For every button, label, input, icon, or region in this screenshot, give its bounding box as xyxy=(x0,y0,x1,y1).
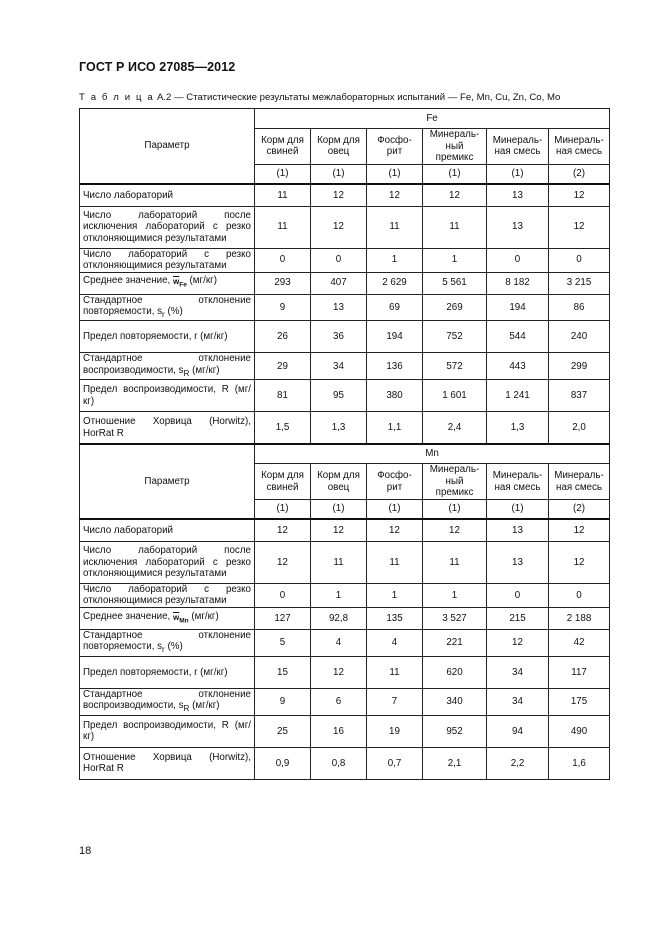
value-cell: 572 xyxy=(423,353,487,380)
table-row xyxy=(80,583,610,607)
unit-label: (мг/кг) xyxy=(189,275,217,287)
value-cell: 3 527 xyxy=(423,607,487,629)
value-cell: 11 xyxy=(255,206,311,248)
mean-value-symbol xyxy=(172,612,189,625)
value-cell: 12 xyxy=(311,656,367,688)
value-cell: 1 601 xyxy=(423,380,487,412)
table-row xyxy=(80,353,610,380)
value-cell: 34 xyxy=(311,353,367,380)
value-cell: 490 xyxy=(549,715,610,747)
value-cell: 5 561 xyxy=(423,272,487,294)
column-header: Фосфо-рит xyxy=(367,464,423,500)
value-cell: 752 xyxy=(423,321,487,353)
value-cell: 1,3 xyxy=(487,412,549,444)
value-cell: 95 xyxy=(311,380,367,412)
value-cell: 12 xyxy=(311,184,367,206)
value-cell: 0 xyxy=(255,583,311,607)
parameter-label: Число лабораторий после исключения лабораторий с резко отклоняющимися результатами xyxy=(83,545,251,580)
value-cell: 9 xyxy=(255,688,311,715)
value-cell: 620 xyxy=(423,656,487,688)
parameter-cell xyxy=(80,272,255,294)
parameter-cell xyxy=(80,248,255,272)
parameter-label: Стандартное отклонение повторяемости, s xyxy=(83,294,251,317)
value-cell: 3 215 xyxy=(549,272,610,294)
parameter-cell xyxy=(80,380,255,412)
value-cell: 26 xyxy=(255,321,311,353)
value-cell: 2,1 xyxy=(423,747,487,779)
table-row xyxy=(80,272,610,294)
value-cell: 837 xyxy=(549,380,610,412)
value-cell: 215 xyxy=(487,607,549,629)
value-cell: 12 xyxy=(423,184,487,206)
value-cell: 19 xyxy=(367,715,423,747)
column-subheader: (1) xyxy=(311,499,367,519)
table-row xyxy=(80,715,610,747)
parameter-label: Стандартное отклонение повторяемости, s xyxy=(83,629,251,653)
column-subheader: (1) xyxy=(367,499,423,519)
value-cell: 952 xyxy=(423,715,487,747)
parameter-label: Предел воспроизводимости, R (мг/кг) xyxy=(83,719,251,743)
column-header: Корм для овец xyxy=(311,464,367,500)
table-header-row xyxy=(80,109,610,129)
value-cell: 1 xyxy=(311,583,367,607)
value-cell: 194 xyxy=(487,294,549,321)
column-header: Корм для овец xyxy=(311,129,367,165)
symbol-subscript: r xyxy=(162,645,165,655)
parameter-header: Параметр xyxy=(80,109,255,185)
value-cell: 299 xyxy=(549,353,610,380)
value-cell: 0 xyxy=(255,248,311,272)
value-cell: 340 xyxy=(423,688,487,715)
unit-label: (%) xyxy=(167,306,183,317)
value-cell: 127 xyxy=(255,607,311,629)
parameter-header: Параметр xyxy=(80,444,255,520)
value-cell: 12 xyxy=(367,519,423,541)
value-cell: 1 xyxy=(423,583,487,607)
table-row xyxy=(80,607,610,629)
value-cell: 0 xyxy=(487,583,549,607)
column-subheader: (1) xyxy=(487,164,549,184)
column-header: Минераль-ная смесь xyxy=(487,129,549,165)
value-cell: 2 188 xyxy=(549,607,610,629)
symbol-subscript: Fe xyxy=(179,282,187,290)
parameter-label: Число лабораторий с резко отклоняющимися результатами xyxy=(83,248,251,271)
value-cell: 0,9 xyxy=(255,747,311,779)
parameter-cell xyxy=(80,541,255,583)
symbol-subscript: R xyxy=(183,368,190,378)
value-cell: 12 xyxy=(423,519,487,541)
table-row xyxy=(80,184,610,206)
value-cell: 86 xyxy=(549,294,610,321)
value-cell: 136 xyxy=(367,353,423,380)
parameter-label: Предел повторяемости, r (мг/кг) xyxy=(83,331,228,343)
parameter-cell xyxy=(80,519,255,541)
parameter-label: Отношение Хорвица (Horwitz), HorRat R xyxy=(83,751,251,775)
element-header: Fe xyxy=(255,109,610,129)
column-header: Минераль-ный премикс xyxy=(423,129,487,165)
value-cell: 12 xyxy=(549,184,610,206)
value-cell: 69 xyxy=(367,294,423,321)
value-cell: 13 xyxy=(487,541,549,583)
parameter-cell xyxy=(80,206,255,248)
value-cell: 240 xyxy=(549,321,610,353)
value-cell: 4 xyxy=(367,629,423,656)
value-cell: 1 xyxy=(367,583,423,607)
parameter-label: Среднее значение, xyxy=(83,275,171,287)
parameter-label: Число лабораторий после исключения лабораторий с резко отклоняющимися результатами xyxy=(83,209,251,244)
value-cell: 13 xyxy=(487,206,549,248)
symbol-subscript: r xyxy=(162,309,165,319)
column-header: Минераль-ная смесь xyxy=(549,129,610,165)
caption-text: А.2 — Статистические результаты межлабораторных испытаний — Fe, Mn, Cu, Zn, Co, Mo xyxy=(156,92,561,103)
parameter-label: Стандартное отклонение воспроизводимости, s xyxy=(83,688,251,712)
value-cell: 11 xyxy=(367,206,423,248)
value-cell: 4 xyxy=(311,629,367,656)
value-cell: 12 xyxy=(311,206,367,248)
parameter-cell xyxy=(80,715,255,747)
value-cell: 12 xyxy=(549,519,610,541)
page-number: 18 xyxy=(79,845,92,857)
symbol-letter: $\overline{w}$ xyxy=(172,612,180,622)
value-cell: 443 xyxy=(487,353,549,380)
value-cell: 12 xyxy=(255,519,311,541)
caption-prefix: Т а б л и ц а xyxy=(79,92,155,103)
column-header: Минераль-ный премикс xyxy=(423,464,487,500)
value-cell: 13 xyxy=(487,519,549,541)
parameter-label: Среднее значение, xyxy=(83,610,171,622)
value-cell: 11 xyxy=(367,541,423,583)
column-header: Минераль-ная смесь xyxy=(487,464,549,500)
parameter-cell xyxy=(80,353,255,380)
value-cell: 2,0 xyxy=(549,412,610,444)
table-row xyxy=(80,380,610,412)
parameter-cell xyxy=(80,688,255,715)
parameter-label: Стандартное отклонение воспроизводимости, s xyxy=(83,353,251,376)
column-subheader: (2) xyxy=(549,499,610,519)
symbol-subscript: R xyxy=(183,704,190,714)
value-cell: 1 xyxy=(367,248,423,272)
value-cell: 12 xyxy=(311,519,367,541)
value-cell: 1,5 xyxy=(255,412,311,444)
parameter-cell xyxy=(80,747,255,779)
value-cell: 2 629 xyxy=(367,272,423,294)
column-subheader: (1) xyxy=(423,164,487,184)
parameter-cell xyxy=(80,184,255,206)
value-cell: 0,7 xyxy=(367,747,423,779)
value-cell: 11 xyxy=(311,541,367,583)
value-cell: 544 xyxy=(487,321,549,353)
value-cell: 0,8 xyxy=(311,747,367,779)
value-cell: 194 xyxy=(367,321,423,353)
statistics-table xyxy=(79,108,610,780)
value-cell: 1 xyxy=(423,248,487,272)
parameter-label: Предел повторяемости, r (мг/кг) xyxy=(83,666,228,678)
value-cell: 36 xyxy=(311,321,367,353)
value-cell: 12 xyxy=(487,629,549,656)
parameter-cell xyxy=(80,583,255,607)
value-cell: 42 xyxy=(549,629,610,656)
parameter-cell xyxy=(80,412,255,444)
value-cell: 1,3 xyxy=(311,412,367,444)
value-cell: 0 xyxy=(487,248,549,272)
value-cell: 7 xyxy=(367,688,423,715)
table-caption xyxy=(79,92,560,103)
value-cell: 293 xyxy=(255,272,311,294)
symbol-letter: $\overline{w}$ xyxy=(172,277,180,287)
value-cell: 29 xyxy=(255,353,311,380)
value-cell: 5 xyxy=(255,629,311,656)
parameter-label: Отношение Хорвица (Horwitz), HorRat R xyxy=(83,416,251,439)
value-cell: 0 xyxy=(311,248,367,272)
parameter-cell xyxy=(80,656,255,688)
value-cell: 12 xyxy=(549,541,610,583)
parameter-cell xyxy=(80,294,255,321)
table-row xyxy=(80,412,610,444)
value-cell: 15 xyxy=(255,656,311,688)
column-subheader: (1) xyxy=(423,499,487,519)
value-cell: 407 xyxy=(311,272,367,294)
value-cell: 25 xyxy=(255,715,311,747)
parameter-label: Число лабораторий xyxy=(83,524,174,536)
value-cell: 175 xyxy=(549,688,610,715)
column-subheader: (2) xyxy=(549,164,610,184)
value-cell: 16 xyxy=(311,715,367,747)
unit-label: (мг/кг) xyxy=(192,364,220,376)
element-header: Mn xyxy=(255,444,610,464)
value-cell: 269 xyxy=(423,294,487,321)
document-title: ГОСТ Р ИСО 27085—2012 xyxy=(79,60,236,74)
column-header: Корм для свиней xyxy=(255,464,311,500)
value-cell: 11 xyxy=(423,541,487,583)
value-cell: 8 182 xyxy=(487,272,549,294)
column-subheader: (1) xyxy=(255,164,311,184)
parameter-cell xyxy=(80,629,255,656)
value-cell: 11 xyxy=(423,206,487,248)
value-cell: 92,8 xyxy=(311,607,367,629)
unit-label: (мг/кг) xyxy=(191,610,219,622)
column-subheader: (1) xyxy=(311,164,367,184)
value-cell: 1,1 xyxy=(367,412,423,444)
value-cell: 11 xyxy=(367,656,423,688)
column-header: Минераль-ная смесь xyxy=(549,464,610,500)
parameter-cell xyxy=(80,607,255,629)
value-cell: 12 xyxy=(255,541,311,583)
value-cell: 12 xyxy=(367,184,423,206)
value-cell: 12 xyxy=(549,206,610,248)
column-subheader: (1) xyxy=(367,164,423,184)
value-cell: 0 xyxy=(549,583,610,607)
value-cell: 1,6 xyxy=(549,747,610,779)
table-row xyxy=(80,519,610,541)
value-cell: 34 xyxy=(487,688,549,715)
value-cell: 13 xyxy=(311,294,367,321)
mean-value-symbol xyxy=(172,277,187,290)
value-cell: 380 xyxy=(367,380,423,412)
table-row xyxy=(80,629,610,656)
value-cell: 135 xyxy=(367,607,423,629)
value-cell: 11 xyxy=(255,184,311,206)
table-row xyxy=(80,294,610,321)
value-cell: 9 xyxy=(255,294,311,321)
value-cell: 1 241 xyxy=(487,380,549,412)
value-cell: 6 xyxy=(311,688,367,715)
table-row xyxy=(80,541,610,583)
column-subheader: (1) xyxy=(255,499,311,519)
value-cell: 0 xyxy=(549,248,610,272)
column-header: Корм для свиней xyxy=(255,129,311,165)
table-row xyxy=(80,248,610,272)
value-cell: 117 xyxy=(549,656,610,688)
parameter-label: Предел воспроизводимости, R (мг/кг) xyxy=(83,384,251,407)
value-cell: 2,4 xyxy=(423,412,487,444)
table-row xyxy=(80,656,610,688)
parameter-cell xyxy=(80,321,255,353)
table-row xyxy=(80,747,610,779)
column-subheader: (1) xyxy=(487,499,549,519)
value-cell: 94 xyxy=(487,715,549,747)
parameter-label: Число лабораторий с резко отклоняющимися результатами xyxy=(83,583,251,607)
value-cell: 34 xyxy=(487,656,549,688)
parameter-label: Число лабораторий xyxy=(83,189,174,201)
table-row xyxy=(80,321,610,353)
unit-label: (мг/кг) xyxy=(192,700,220,712)
table-row xyxy=(80,206,610,248)
unit-label: (%) xyxy=(167,641,183,653)
table-row xyxy=(80,688,610,715)
value-cell: 2,2 xyxy=(487,747,549,779)
symbol-subscript: Mn xyxy=(179,617,189,625)
table-header-row xyxy=(80,444,610,464)
value-cell: 81 xyxy=(255,380,311,412)
value-cell: 221 xyxy=(423,629,487,656)
value-cell: 13 xyxy=(487,184,549,206)
column-header: Фосфо-рит xyxy=(367,129,423,165)
